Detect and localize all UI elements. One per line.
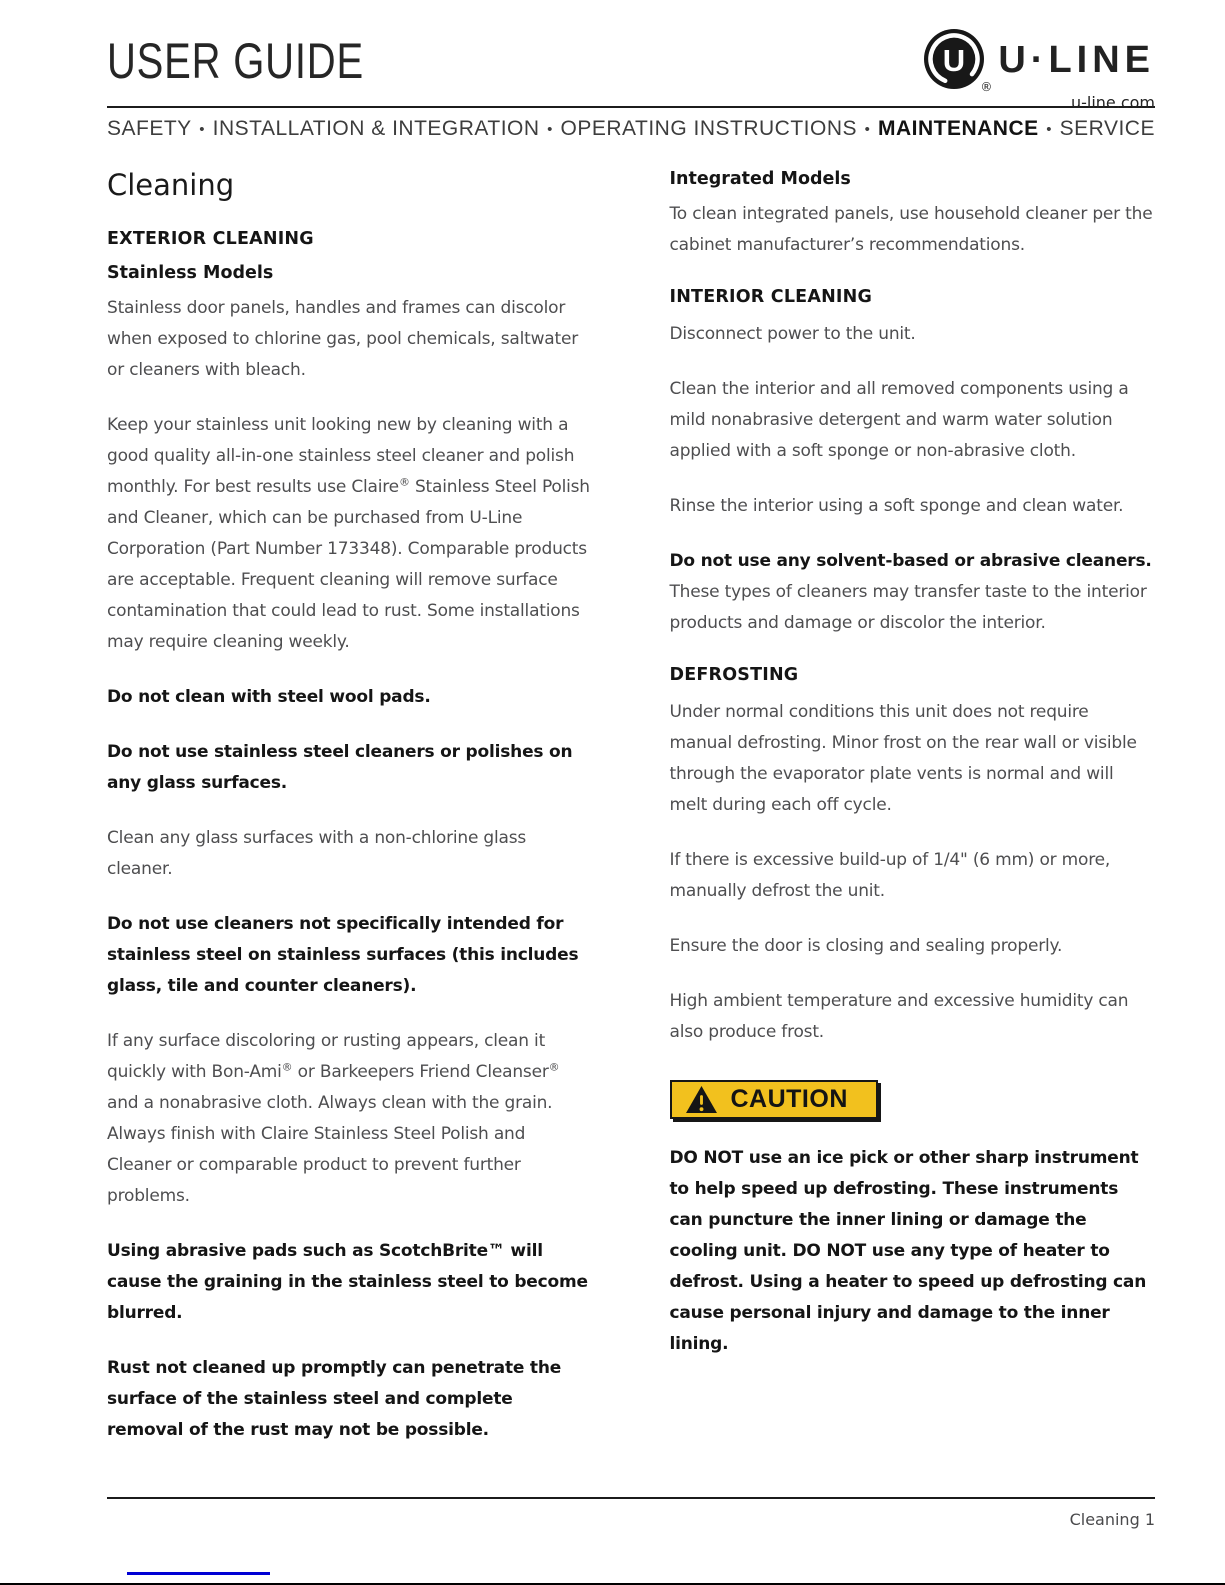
paragraph: Disconnect power to the unit.	[669, 324, 916, 344]
nav-item-installation-integration: INSTALLATION & INTEGRATION	[212, 117, 540, 140]
paragraph: Under normal conditions this unit does not require manual defrosting. Minor frost on the rear wall or visible through the evaporator plate vents is normal and will melt during each off cycle.	[669, 702, 1137, 815]
paragraph: Do not use stainless steel cleaners or polishes on any glass surfaces.	[107, 742, 573, 793]
page-title: Cleaning	[107, 168, 235, 202]
sub-heading: Integrated Models	[669, 169, 851, 189]
right-column	[670, 167, 1156, 1360]
masthead	[107, 26, 1155, 112]
nav-item-safety: SAFETY	[107, 117, 192, 140]
page-header	[107, 26, 1155, 141]
caution-banner	[670, 1080, 878, 1119]
sub-heading: Stainless Models	[107, 263, 274, 283]
uline-website: u-line.com	[1070, 93, 1155, 112]
page-footer	[107, 1497, 1155, 1529]
paragraph: High ambient temperature and excessive humidity can also produce frost.	[669, 991, 1129, 1042]
paragraph: To clean integrated panels, use household cleaner per the cabinet manufacturer’s recommendations.	[669, 204, 1153, 255]
left-column	[107, 167, 593, 1446]
paragraph: Rust not cleaned up promptly can penetrate the surface of the stainless steel and complete removal of the rust may not be possible.	[107, 1358, 562, 1440]
paragraph: If there is excessive build-up of 1/4" (6 mm) or more, manually defrost the unit.	[669, 850, 1111, 901]
paragraph: Clean any glass surfaces with a non-chlorine glass cleaner.	[107, 828, 527, 879]
warning-triangle-icon	[685, 1085, 718, 1114]
content	[107, 167, 1155, 1446]
uline-wordmark: U·LINE	[998, 39, 1155, 81]
footer-link-underline[interactable]	[127, 1572, 270, 1575]
paragraph: Clean the interior and all removed components using a mild nonabrasive detergent and warm water solution applied with a soft sponge or non-abrasive cloth.	[669, 379, 1129, 461]
section-nav	[107, 117, 1155, 141]
page-number: Cleaning 1	[1069, 1510, 1155, 1529]
section-heading: EXTERIOR CLEANING	[107, 229, 314, 249]
section-heading: INTERIOR CLEANING	[669, 287, 873, 307]
paragraph: Rinse the interior using a soft sponge and clean water.	[669, 496, 1124, 516]
section-heading: DEFROSTING	[669, 665, 799, 685]
paragraph: Do not use any solvent-based or abrasive cleaners. These types of cleaners may transfer taste to the interior products and damage or discolor the interior.	[669, 551, 1152, 633]
paragraph: Using abrasive pads such as ScotchBrite™ will cause the graining in the stainless steel to become blurred.	[107, 1241, 588, 1323]
nav-item-service: SERVICE	[1059, 117, 1155, 140]
uline-circle-u-icon	[922, 28, 993, 94]
uline-logo	[922, 28, 1155, 112]
nav-separator: •	[547, 120, 553, 138]
svg-text:U: U	[943, 43, 966, 78]
paragraph: Do not clean with steel wool pads.	[107, 687, 431, 707]
nav-item-maintenance: MAINTENANCE	[877, 117, 1039, 140]
paragraph: DO NOT use an ice pick or other sharp instrument to help speed up defrosting. These instruments can puncture the inner lining or damage the cooling unit. DO NOT use any type of heater to defrost. Using a heater to speed up defrosting can cause personal injury and damage to the inner lining.	[669, 1148, 1147, 1354]
paragraph: If any surface discoloring or rusting appears, clean it quickly with Bon-Ami® or Barkeepers Friend Cleanser® and a nonabrasive cloth. Always clean with the grain. Always finish with Claire Stainless Steel Polish and Cleaner or comparable product to prevent further problems.	[107, 1031, 560, 1206]
caution-label: CAUTION	[730, 1085, 848, 1113]
paragraph: Do not use cleaners not specifically intended for stainless steel on stainless surfaces (this includes glass, tile and counter cleaners).	[107, 914, 579, 996]
paragraph: Ensure the door is closing and sealing properly.	[669, 936, 1063, 956]
nav-separator: •	[864, 120, 871, 138]
registered-mark: ®	[980, 80, 993, 94]
nav-separator: •	[1046, 120, 1053, 138]
paragraph: Keep your stainless unit looking new by cleaning with a good quality all-in-one stainless steel cleaner and polish monthly. For best results use Claire® Stainless Steel Polish and Cleaner, which can be purchased from U-Line Corporation (Part Number 173348). Comparable products are acceptable. Frequent cleaning will remove surface contamination that could lead to rust. Some installations may require cleaning weekly.	[107, 415, 590, 652]
nav-item-operating-instructions: OPERATING INSTRUCTIONS	[560, 117, 857, 140]
paragraph: Stainless door panels, handles and frames can discolor when exposed to chlorine gas, pool chemicals, saltwater or cleaners with bleach.	[107, 298, 579, 380]
nav-separator: •	[199, 120, 206, 138]
document-title: USER GUIDE	[107, 33, 364, 89]
footer-rule	[107, 1497, 1155, 1499]
